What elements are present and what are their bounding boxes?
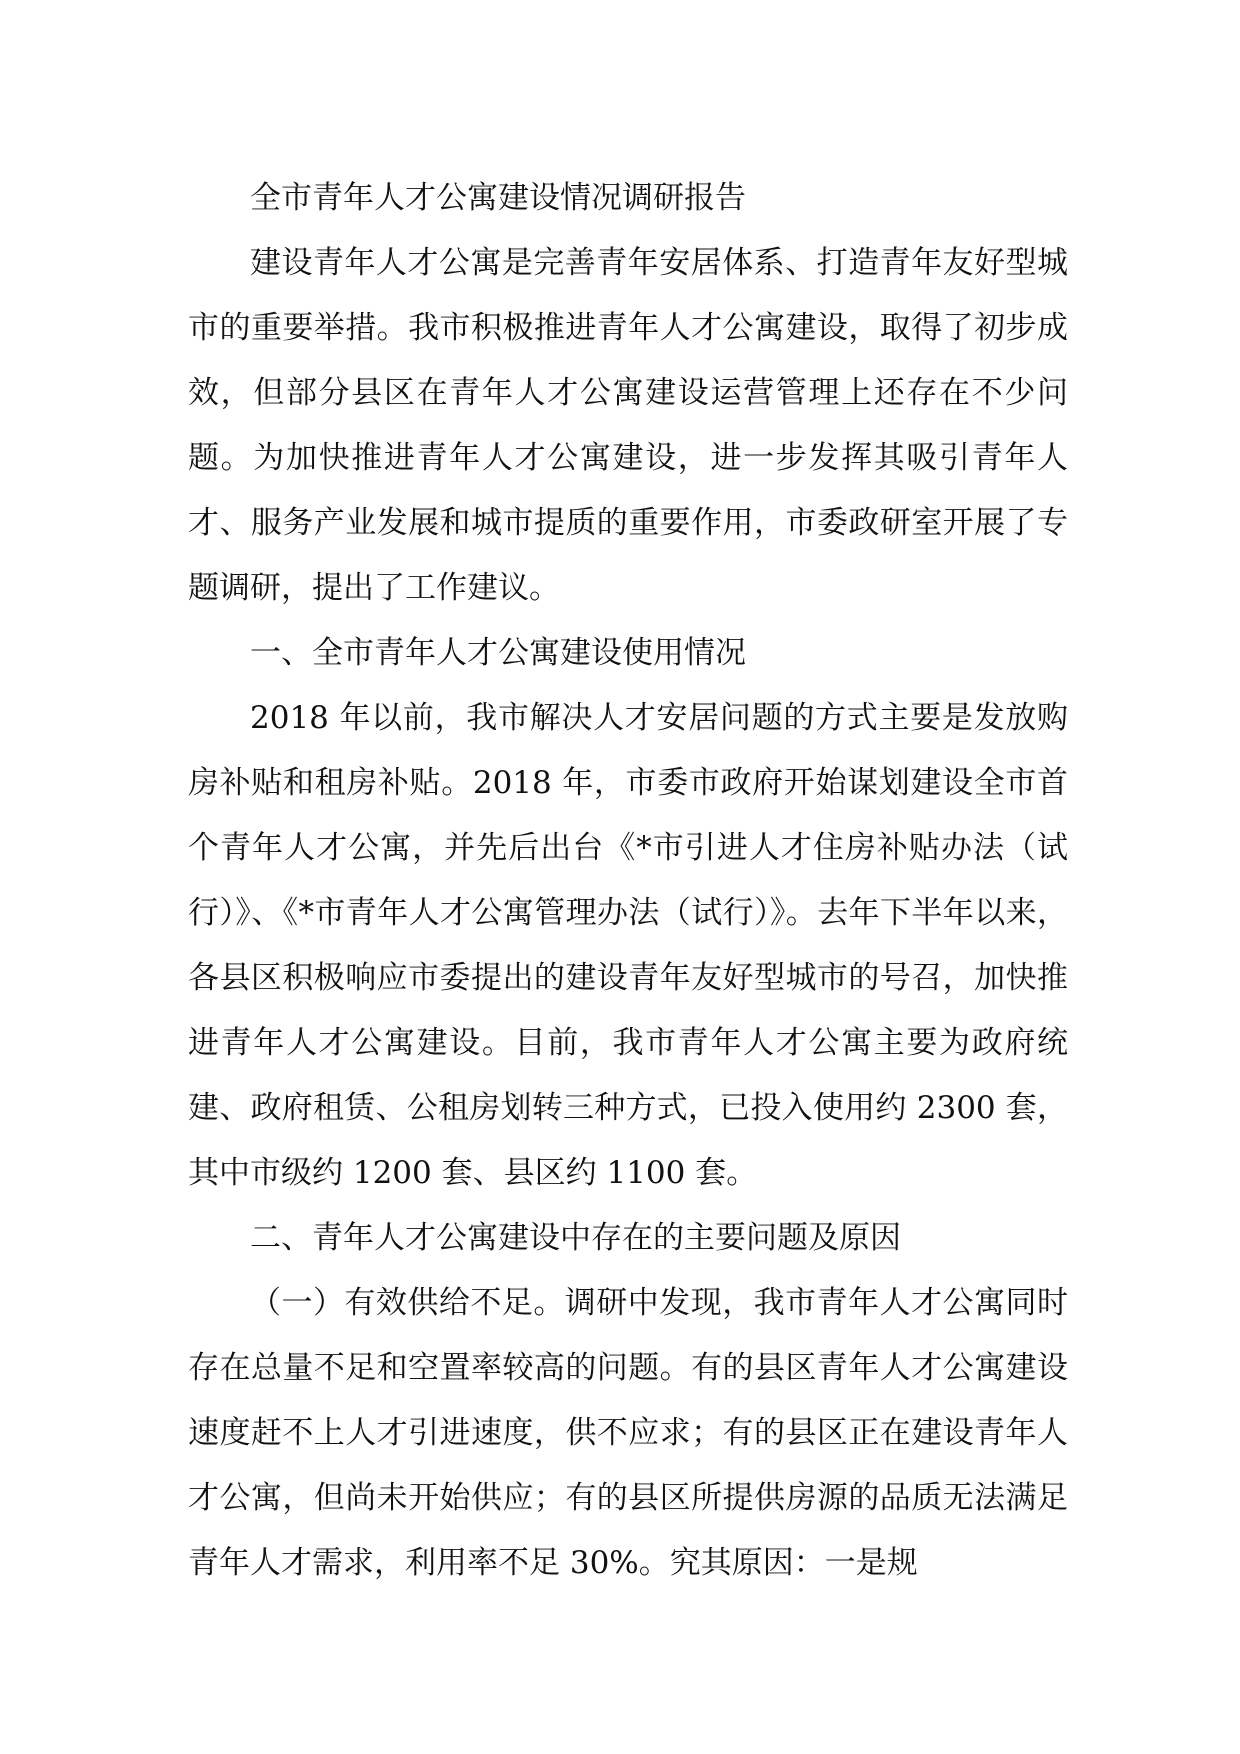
document-title: 全市青年人才公寓建设情况调研报告 (250, 180, 746, 216)
document-body (188, 166, 1068, 1596)
section-heading-2: 二、青年人才公寓建设中存在的主要问题及原因 (250, 1220, 901, 1256)
paragraph-subsection-1: （一）有效供给不足。调研中发现，我市青年人才公寓同时存在总量不足和空置率较高的问题。有的县区青年人才公寓建设速度赶不上人才引进速度，供不应求；有的县区正在建设青年人才公寓，但尚未开始供应；有的县区所提供房源的品质无法满足青年人才需求，利用率不足 30%。究其原因：一是规 (188, 1285, 1068, 1581)
section-heading-1: 一、全市青年人才公寓建设使用情况 (250, 635, 746, 671)
paragraph-section-1: 2018 年以前，我市解决人才安居问题的方式主要是发放购房补贴和租房补贴。2018 年，市委市政府开始谋划建设全市首个青年人才公寓，并先后出台《*市引进人才住房补贴办法（试行）》、《*市青年人才公寓管理办法（试行）》。去年下半年以来，各县区积极响应市委提出的建设青年友好型城市的号召，加快推进青年人才公寓建设。目前，我市青年人才公寓主要为政府统建、政府租赁、公租房划转三种方式，已投入使用约 2300 套，其中市级约 1200 套、县区约 1100 套。 (188, 700, 1068, 1191)
paragraph-intro: 建设青年人才公寓是完善青年安居体系、打造青年友好型城市的重要举措。我市积极推进青年人才公寓建设，取得了初步成效，但部分县区在青年人才公寓建设运营管理上还存在不少问题。为加快推进青年人才公寓建设，进一步发挥其吸引青年人才、服务产业发展和城市提质的重要作用，市委政研室开展了专题调研，提出了工作建议。 (188, 245, 1068, 606)
